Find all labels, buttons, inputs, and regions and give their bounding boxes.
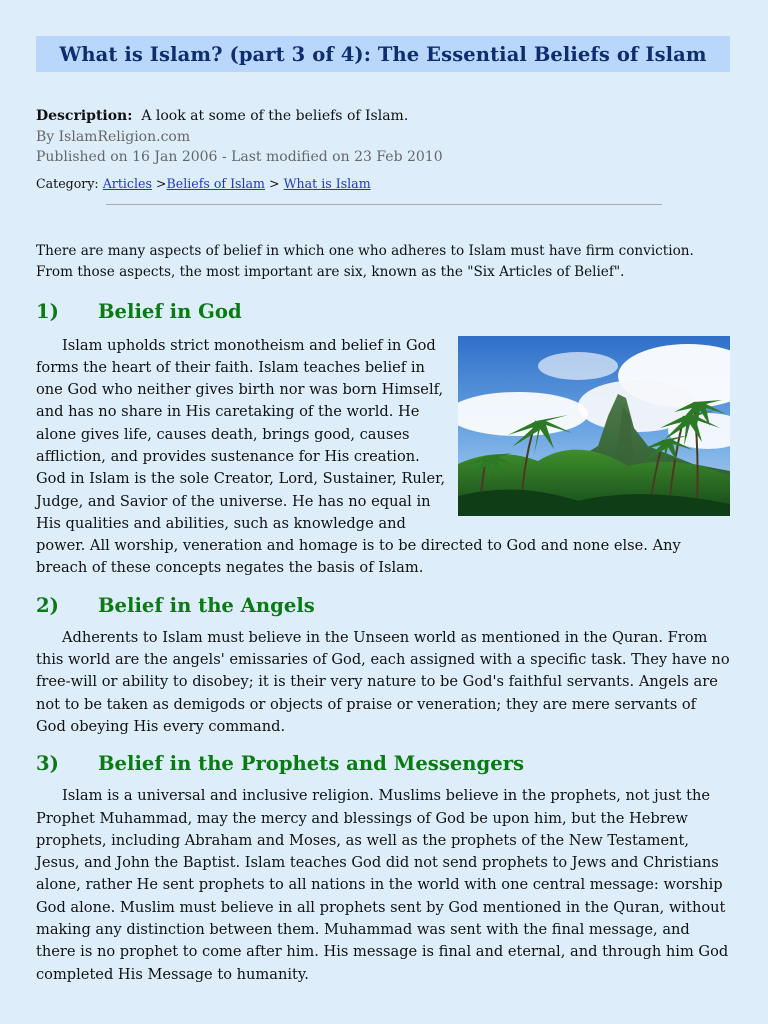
- section-belief-in-angels: [36, 593, 730, 738]
- category-link-beliefs-of-islam[interactable]: Beliefs of Islam: [166, 175, 265, 191]
- breadcrumb-separator: >: [269, 175, 280, 191]
- section-belief-in-prophets: [36, 751, 730, 986]
- article-meta: [36, 106, 730, 168]
- section-number: 1): [36, 299, 59, 323]
- category-label: Category:: [36, 175, 99, 191]
- section-number: 2): [36, 593, 59, 617]
- section-title: Belief in God: [98, 299, 242, 323]
- description-text: A look at some of the beliefs of Islam.: [141, 108, 409, 124]
- section-belief-in-god: [36, 299, 730, 580]
- title-bar: [36, 36, 730, 72]
- published-date: Published on 16 Jan 2006 - Last modified on 23 Feb 2010: [36, 149, 443, 165]
- section-title: Belief in the Prophets and Messengers: [98, 752, 525, 776]
- description-line: [36, 106, 730, 127]
- section-text: Islam is a universal and inclusive religion. Muslims believe in the prophets, not just the Prophet Muhammad, may the mercy and blessings of God be upon him, but the Hebrew prophets, including Abraham and Moses, as well as the prophets of the New Testament, Jesus, and John the Baptist. Islam teaches God did not send prophets to Jews and Christians alone, rather He sent prophets to all nations in the world with one central message: worship God alone. Muslim must believe in all prophets sent by God mentioned in the Quran, without making any distinction between them. Muhammad was sent with the final message, and there is no prophet to come after him. His message is final and eternal, and through him God completed His Message to humanity.: [36, 787, 729, 983]
- breadcrumb: [36, 176, 730, 191]
- section-heading: [36, 593, 730, 619]
- tropical-mountain-photo: [458, 336, 730, 516]
- page-title: What is Islam? (part 3 of 4): The Essential Beliefs of Islam: [59, 42, 707, 66]
- section-number: 3): [36, 752, 59, 776]
- section-text: Adherents to Islam must believe in the Unseen world as mentioned in the Quran. From this world are the angels' emissaries of God, each assigned with a specific task. They have no free-will or ability to disobey; it is their very nature to be God's faithful servants. Angels are not to be taken as demigods or objects of praise or veneration; they are mere servants of God obeying His every command.: [36, 628, 730, 735]
- section-heading: [36, 751, 730, 777]
- byline: By IslamReligion.com: [36, 128, 191, 145]
- intro: [36, 241, 730, 284]
- section-heading: [36, 299, 730, 325]
- article: [36, 36, 730, 986]
- category-link-what-is-islam[interactable]: What is Islam: [283, 175, 371, 191]
- breadcrumb-separator: >: [155, 175, 167, 191]
- divider: [106, 204, 662, 205]
- category-link-articles[interactable]: Articles: [102, 175, 152, 191]
- description-label: Description:: [36, 108, 133, 124]
- intro-paragraph: There are many aspects of belief in which one who adheres to Islam must have firm conviction. From those aspects, the most important are six, known as the "Six Articles of Belief".: [36, 242, 694, 280]
- section-text: Islam upholds strict monotheism and belief in God forms the heart of their faith. Islam teaches belief in one God who neither gives birth nor was born Himself, and has no share in His caretaking of the world. He alone gives life, causes death, brings good, causes affliction, and provides sustenance for His creation. God in Islam is the sole Creator, Lord, Sustainer, Ruler, Judge, and Savior of the universe. He has no equal in His qualities and abilities, such as knowledge and power. All worship, veneration and homage is to be directed to God and none else. Any breach of these concepts negates the basis of Islam.: [36, 336, 681, 577]
- section-title: Belief in the Angels: [98, 593, 315, 617]
